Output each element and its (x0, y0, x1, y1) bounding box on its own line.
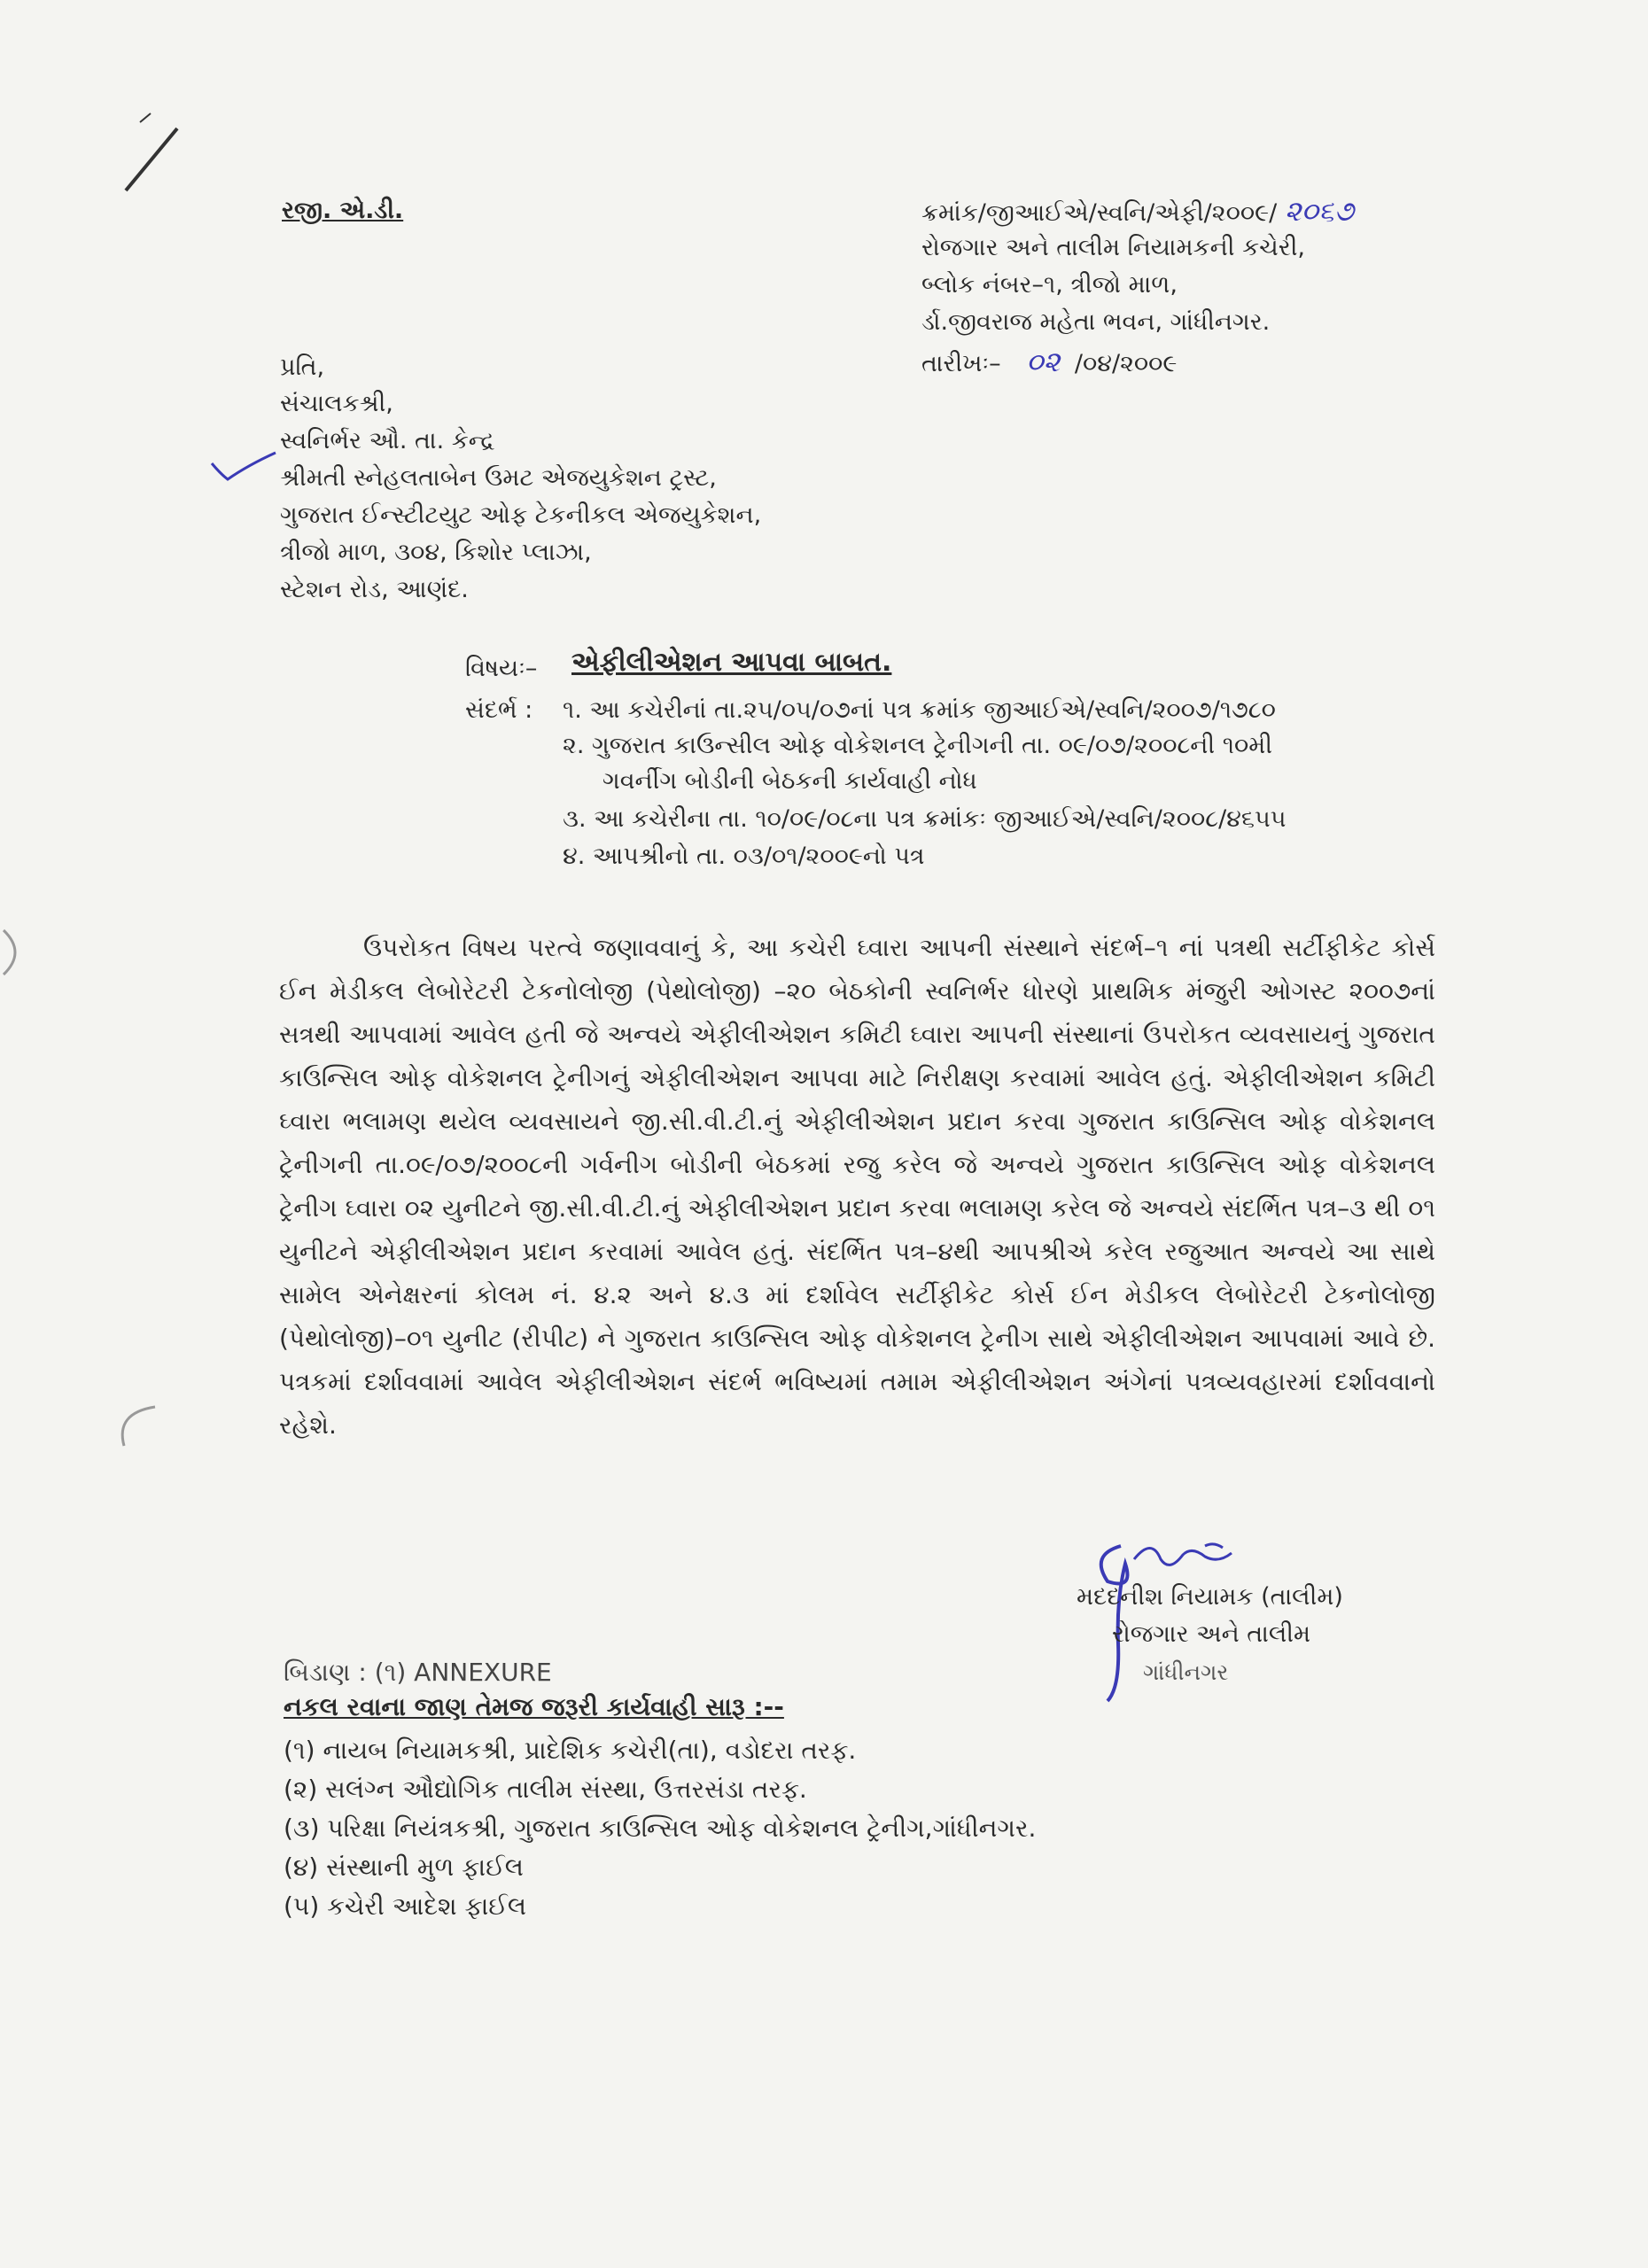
copy-item-3: (૩) પરિક્ષા નિયંત્રકશ્રી, ગુજરાત કાઉન્સિલ ઓફ વોકેશનલ ટ્રેનીગ,ગાંધીનગર. (284, 1814, 1037, 1843)
recipient-line-5: ગુજરાત ઈન્સ્ટીટયુટ ઓફ ટેકનીકલ એજયુકેશન, (280, 501, 762, 529)
body-paragraph: ઉપરોકત વિષય પરત્વે જણાવવાનું કે, આ કચેરી ઘ્વારા આપની સંસ્થાને સંદર્ભ–૧ નાં પત્રથી સર્ટીફીકેટ કોર્સ ઈન મેડીકલ લેબોરેટરી ટેકનોલોજી (પેથોલોજી) –૨૦ બેઠકોની સ્વનિર્ભર ધોરણે પ્રાથમિક મંજુરી ઓગસ્ટ ૨૦૦૭નાં સત્રથી આપવામાં આવેલ હતી જે અન્વયે એફીલીએશન કમિટી ઘ્વારા આપની સંસ્થાનાં ઉપરોકત વ્યવસાયનું ગુજરાત કાઉન્સિલ ઓફ વોકેશનલ ટ્રેનીગનું એફીલીએશન આપવા માટે નિરીક્ષણ કરવામાં આવેલ હતું. એફીલીએશન કમિટી ઘ્વારા ભલામણ થયેલ વ્યવસાયને જી.સી.વી.ટી.નું એફીલીએશન પ્રદાન કરવા ગુજરાત કાઉન્સિલ ઓફ વોકેશનલ ટ્રેનીગની તા.૦૯/૦૭/૨૦૦૮ની ગર્વનીગ બોડીની બેઠકમાં રજુ કરેલ જે અન્વયે ગુજરાત કાઉન્સિલ ઓફ વોકેશનલ ટ્રેનીગ ઘ્વારા ૦૨ યુનીટને જી.સી.વી.ટી.નું એફીલીએશન પ્રદાન કરવા ભલામણ કરેલ જે અન્વયે સંદર્ભિત પત્ર–૩ થી ૦૧ યુનીટને એફીલીએશન પ્રદાન કરવામાં આવેલ હતું. સંદર્ભિત પત્ર–૪થી આપશ્રીએ કરેલ રજુઆત અન્વયે આ સાથે સામેલ એનેક્ષરનાં કોલમ નં. ૪.૨ અને ૪.૩ માં દર્શાવેલ સર્ટીફીકેટ કોર્સ ઈન મેડીકલ લેબોરેટરી ટેકનોલોજી (પેથોલોજી)–૦૧ યુનીટ (રીપીટ) ને ગુજરાત કાઉન્સિલ ઓફ વોકેશનલ ટ્રેનીગ સાથે એફીલીએશન આપવામાં આવે છે. પત્રકમાં દર્શાવવામાં આવેલ એફીલીએશન સંદર્ભ ભવિષ્યમાં તમામ એફીલીએશન અંગેનાં પત્રવ્યવહારમાં દર્શાવવાનો રહેશે. (279, 933, 1435, 1440)
reference-item-1: ૧. આ કચેરીનાં તા.૨૫/૦૫/૦૭નાં પત્ર ક્રમાંક જીઆઈએ/સ્વનિ/૨૦૦૭/૧૭૮૦ (563, 696, 1276, 724)
copy-heading: નકલ રવાના જાણ તેમજ જરૂરી કાર્યવાહી સારૂ :-- (284, 1692, 784, 1721)
recipient-line-6: ત્રીજો માળ, ૩૦૪, કિશોર પ્લાઝા, (280, 539, 592, 566)
date-rest: /૦૪/૨૦૦૯ (1074, 350, 1178, 377)
recipient-line-3: સ્વનિર્ભર ઔ. તા. કેન્દ્ર (280, 427, 495, 454)
letter-number (921, 193, 1354, 231)
copy-item-5: (૫) કચેરી આદેશ ફાઈલ (284, 1891, 527, 1921)
enclosure-text: બિડાણ : (૧) ANNEXURE (284, 1658, 552, 1687)
letter-number-handwritten: ૨૦૬૭ (1284, 194, 1355, 228)
letter-date (921, 344, 1177, 382)
references-label: સંદર્ભ : (465, 696, 533, 724)
registered-ad-label: રજી. એ.ડી. (282, 197, 404, 224)
pen-mark-graphic (115, 106, 186, 204)
signatory-title: મદદનીશ નિયામક (તાલીમ) (1077, 1583, 1343, 1611)
reference-item-2-cont: ગવર્નીગ બોડીની બેઠકની કાર્યવાહી નોધ (602, 767, 977, 795)
punch-hole-mark-bottom (111, 1400, 164, 1453)
reference-item-3: ૩. આ કચેરીના તા. ૧૦/૦૯/૦૮ના પત્ર ક્રમાંકઃ જીઆઈએ/સ્વનિ/૨૦૦૮/૪૬૫૫ (563, 805, 1287, 833)
reference-item-2: ૨. ગુજરાત કાઉન્સીલ ઓફ વોકેશનલ ટ્રેનીગની તા. ૦૯/૦૭/૨૦૦૮ની ૧૦મી (563, 732, 1272, 759)
sender-address-line-2: બ્લોક નંબર–૧, ત્રીજો માળ, (921, 271, 1178, 299)
signatory-location: ગાંધીનગર (1143, 1659, 1229, 1685)
copy-item-4: (૪) સંસ્થાની મુળ ફાઈલ (284, 1852, 524, 1882)
sender-address-line-1: રોજગાર અને તાલીમ નિયામકની કચેરી, (921, 234, 1306, 261)
date-day-handwritten: ૦૨ (1026, 345, 1061, 378)
reference-item-4: ૪. આપશ્રીનો તા. ૦૩/૦૧/૨૦૦૯નો પત્ર (563, 843, 925, 870)
recipient-line-2: સંચાલકશ્રી, (280, 390, 393, 417)
copy-item-1: (૧) નાયબ નિયામકશ્રી, પ્રાદેશિક કચેરી(તા), વડોદરા તરફ. (284, 1736, 857, 1765)
subject-text: એફીલીએશન આપવા બાબત. (571, 647, 892, 678)
punch-hole-mark-top (0, 921, 35, 983)
date-label: તારીખઃ– (921, 350, 1001, 377)
recipient-line-7: સ્ટેશન રોડ, આણંદ. (280, 576, 469, 603)
subject-label: વિષયઃ– (465, 655, 538, 682)
letter-number-prefix: ક્રમાંક/જીઆઈએ/સ્વનિ/એફી/૨૦૦૯/ (921, 199, 1278, 227)
recipient-line-4: શ્રીમતી સ્નેહલતાબેન ઉમટ એજયુકેશન ટ્રસ્ટ, (280, 464, 717, 492)
copy-item-2: (૨) સલંગ્ન ઔદ્યોગિક તાલીમ સંસ્થા, ઉત્તરસંડા તરફ. (284, 1775, 807, 1804)
sender-address-line-3: ર્ડા.જીવરાજ મહેતા ભવન, ગાંધીનગર. (921, 308, 1271, 336)
recipient-line-1: પ્રતિ, (280, 353, 325, 381)
signatory-department: રોજગાર અને તાલીમ (1112, 1620, 1311, 1648)
checkmark-graphic (208, 447, 279, 487)
